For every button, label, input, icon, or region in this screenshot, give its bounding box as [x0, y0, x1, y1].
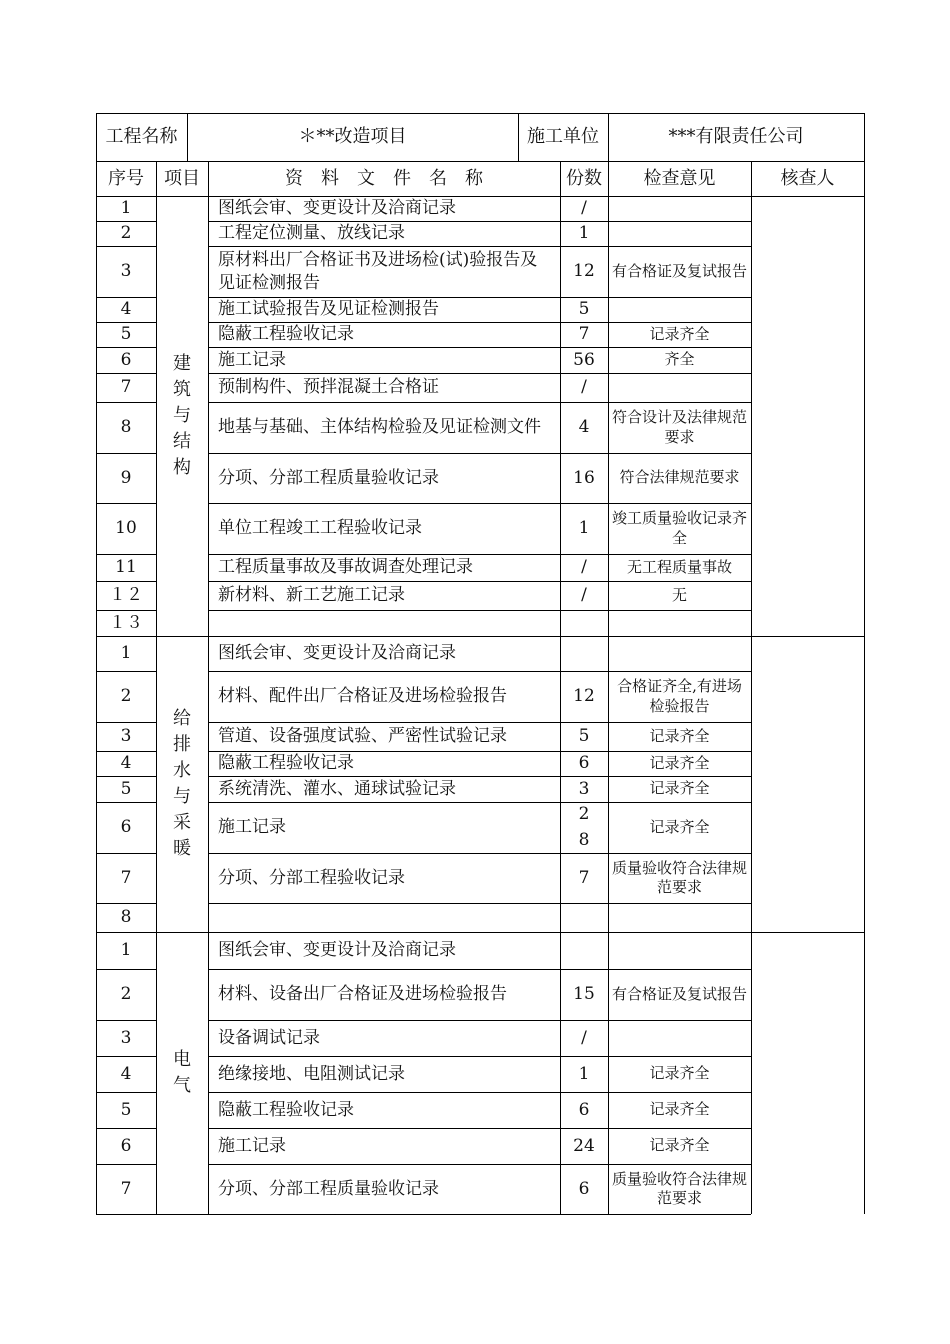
header-copies: 份数 [566, 167, 602, 189]
row-opinion: 有合格证及复试报告 [612, 261, 748, 280]
table-rule [560, 161, 561, 1214]
row-opinion: 符合法律规范要求 [619, 468, 740, 487]
row-document-name: 单位工程竣工工程验收记录 [218, 518, 422, 539]
section-category: 电 气 [173, 1048, 191, 1096]
row-document-name: 施工记录 [218, 349, 286, 370]
section-category: 建 筑 与 结 构 [173, 352, 191, 479]
construction-unit-label: 施工单位 [527, 126, 599, 148]
row-document-name: 施工记录 [218, 1135, 286, 1156]
row-copies: 3 [578, 778, 590, 799]
section-category: 给 排 水 与 采 暖 [173, 707, 191, 860]
row-copies: / [581, 198, 587, 219]
table-rule [208, 246, 751, 247]
table-rule [208, 322, 751, 323]
table-rule [96, 113, 97, 1214]
row-document-name: 隐蔽工程验收记录 [218, 1099, 354, 1120]
table-rule [96, 776, 156, 777]
header-seq: 序号 [108, 167, 144, 189]
row-seq: 4 [120, 753, 132, 774]
table-rule [208, 969, 751, 970]
row-copies: 12 [573, 261, 595, 282]
row-copies: / [581, 377, 587, 398]
table-rule [518, 113, 519, 161]
table-rule [208, 221, 751, 222]
row-seq: 9 [120, 467, 132, 488]
row-document-name: 绝缘接地、电阻测试记录 [218, 1063, 405, 1084]
row-opinion: 无工程质量事故 [626, 557, 732, 576]
header-document-name: 资 料 文 件 名 称 [285, 167, 483, 189]
row-document-name: 工程定位测量、放线记录 [218, 223, 405, 244]
table-rule [96, 671, 156, 672]
table-rule [96, 903, 156, 904]
row-copies [560, 932, 608, 969]
row-document-name: 分项、分部工程质量验收记录 [218, 467, 439, 488]
table-rule [96, 246, 156, 247]
table-rule [751, 161, 752, 1214]
table-rule [208, 161, 209, 1214]
row-opinion [608, 636, 751, 671]
row-opinion: 记录齐全 [649, 726, 710, 745]
table-rule [96, 610, 156, 611]
table-rule [96, 347, 156, 348]
table-rule [96, 1056, 156, 1057]
row-copies: 16 [573, 467, 595, 488]
row-opinion: 记录齐全 [649, 817, 710, 836]
table-rule [96, 1164, 156, 1165]
row-copies: 1 [578, 518, 590, 539]
table-rule [96, 322, 156, 323]
table-rule [208, 1056, 751, 1057]
row-opinion: 有合格证及复试报告 [612, 984, 748, 1003]
table-rule [96, 636, 864, 637]
row-copies: 2 8 [578, 804, 590, 850]
row-opinion: 合格证齐全,有进场检验报告 [617, 677, 742, 715]
row-opinion: 质量验收符合法律规范要求 [612, 858, 748, 896]
row-opinion [608, 221, 751, 246]
table-rule [208, 373, 751, 374]
row-opinion [608, 610, 751, 636]
row-document-name: 施工试验报告及见证检测报告 [218, 299, 439, 320]
row-copies: 6 [578, 1178, 590, 1199]
project-name-value: ＊**改造项目 [298, 126, 407, 148]
table-rule [96, 297, 156, 298]
row-seq: 1 [120, 643, 132, 664]
table-rule [96, 453, 156, 454]
table-rule [208, 853, 751, 854]
row-seq: 3 [120, 726, 132, 747]
table-rule [208, 1020, 751, 1021]
row-seq: 7 [120, 377, 132, 398]
header-opinion: 检查意见 [643, 167, 716, 189]
table-rule [96, 722, 156, 723]
row-opinion: 记录齐全 [649, 324, 710, 343]
row-checker [751, 932, 864, 1214]
row-copies [560, 636, 608, 671]
table-rule [208, 1128, 751, 1129]
table-rule [96, 802, 156, 803]
row-seq: 1 [120, 940, 132, 961]
row-seq: 5 [120, 778, 132, 799]
row-document-name: 地基与基础、主体结构检验及见证检测文件 [218, 417, 541, 438]
row-seq: 11 [115, 557, 137, 578]
row-document-name: 原材料出厂合格证书及进场检(试)验报告及见证检测报告 [218, 250, 538, 293]
table-rule [208, 1092, 751, 1093]
row-checker [751, 636, 864, 932]
table-rule [96, 853, 156, 854]
table-rule [96, 1128, 156, 1129]
table-rule [156, 161, 157, 1214]
row-opinion: 符合设计及法律规范要求 [612, 408, 748, 446]
table-rule [96, 503, 156, 504]
row-opinion: 齐全 [664, 350, 695, 369]
row-seq: 3 [120, 261, 132, 282]
row-document-name: 分项、分部工程验收记录 [218, 867, 405, 888]
row-document-name: 新材料、新工艺施工记录 [218, 585, 405, 606]
table-rule [208, 503, 751, 504]
table-rule [96, 373, 156, 374]
table-rule [208, 1164, 751, 1165]
table-rule [96, 402, 156, 403]
row-copies: 15 [573, 984, 595, 1005]
table-rule [208, 671, 751, 672]
row-opinion: 记录齐全 [649, 779, 710, 798]
row-opinion: 质量验收符合法律规范要求 [612, 1169, 748, 1207]
row-copies: / [581, 1027, 587, 1048]
table-rule [96, 161, 864, 162]
table-rule [96, 581, 156, 582]
row-document-name: 隐蔽工程验收记录 [218, 324, 354, 345]
row-copies: 6 [578, 1099, 590, 1120]
row-copies: 7 [578, 867, 590, 888]
table-rule [96, 751, 156, 752]
table-rule [208, 903, 751, 904]
row-seq: 6 [120, 1135, 132, 1156]
row-opinion: 无 [671, 585, 687, 604]
row-seq: 7 [120, 867, 132, 888]
table-rule [96, 1214, 751, 1215]
table-rule [96, 932, 864, 933]
row-seq: 10 [115, 518, 137, 539]
row-copies: 4 [578, 417, 590, 438]
row-opinion: 记录齐全 [649, 1136, 710, 1155]
row-copies: 24 [573, 1135, 595, 1156]
row-seq: 4 [120, 1063, 132, 1084]
table-rule [187, 113, 188, 161]
row-opinion [608, 903, 751, 932]
row-seq: 4 [120, 299, 132, 320]
row-document-name: 分项、分部工程质量验收记录 [218, 1178, 439, 1199]
table-rule [208, 610, 751, 611]
row-seq: １３ [109, 612, 143, 633]
header-item: 项目 [164, 167, 200, 189]
row-copies: 5 [578, 726, 590, 747]
row-seq: １２ [109, 585, 143, 606]
table-rule [208, 453, 751, 454]
table-rule [608, 161, 609, 1214]
row-opinion [608, 196, 751, 221]
row-opinion [608, 932, 751, 969]
row-document-name [208, 903, 560, 932]
table-rule [208, 751, 751, 752]
row-opinion [608, 297, 751, 322]
row-seq: 1 [120, 198, 132, 219]
table-rule [96, 196, 864, 197]
row-opinion: 竣工质量验收记录齐全 [612, 509, 748, 547]
row-seq: 6 [120, 817, 132, 838]
table-rule [608, 113, 609, 161]
row-document-name [208, 610, 560, 636]
table-rule [208, 776, 751, 777]
table-rule [208, 347, 751, 348]
row-document-name: 图纸会审、变更设计及洽商记录 [218, 643, 456, 664]
row-opinion: 记录齐全 [649, 753, 710, 772]
row-document-name: 材料、配件出厂合格证及进场检验报告 [218, 686, 507, 707]
table-rule [208, 402, 751, 403]
row-copies: 7 [578, 324, 590, 345]
header-checker: 核查人 [780, 167, 835, 189]
row-copies: 1 [578, 223, 590, 244]
row-checker [751, 196, 864, 636]
table-rule [208, 554, 751, 555]
table-rule [208, 722, 751, 723]
table-rule [96, 113, 864, 114]
row-opinion [608, 1020, 751, 1056]
row-copies: / [581, 585, 587, 606]
row-document-name: 材料、设备出厂合格证及进场检验报告 [218, 984, 507, 1005]
row-document-name: 工程质量事故及事故调查处理记录 [218, 557, 473, 578]
table-rule [208, 581, 751, 582]
row-seq: 6 [120, 349, 132, 370]
construction-unit-value: ***有限责任公司 [668, 126, 804, 148]
row-seq: 7 [120, 1178, 132, 1199]
row-seq: 5 [120, 1099, 132, 1120]
table-rule [864, 113, 865, 1214]
row-opinion: 记录齐全 [649, 1064, 710, 1083]
row-copies [560, 610, 608, 636]
row-copies: 12 [573, 686, 595, 707]
row-seq: 2 [120, 223, 132, 244]
row-copies: / [581, 557, 587, 578]
row-copies: 56 [573, 349, 595, 370]
row-copies: 6 [578, 753, 590, 774]
row-opinion [608, 373, 751, 402]
table-rule [96, 221, 156, 222]
row-document-name: 施工记录 [218, 817, 286, 838]
table-rule [96, 969, 156, 970]
row-seq: 8 [120, 417, 132, 438]
row-document-name: 隐蔽工程验收记录 [218, 753, 354, 774]
table-rule [208, 802, 751, 803]
row-document-name: 图纸会审、变更设计及洽商记录 [218, 940, 456, 961]
row-seq: 5 [120, 324, 132, 345]
row-copies [560, 903, 608, 932]
row-document-name: 图纸会审、变更设计及洽商记录 [218, 198, 456, 219]
table-rule [96, 1020, 156, 1021]
project-name-label: 工程名称 [105, 126, 178, 148]
row-document-name: 预制构件、预拌混凝土合格证 [218, 377, 439, 398]
row-seq: 8 [120, 907, 132, 928]
row-document-name: 设备调试记录 [218, 1027, 320, 1048]
row-seq: 3 [120, 1027, 132, 1048]
row-seq: 2 [120, 984, 132, 1005]
row-copies: 5 [578, 299, 590, 320]
row-copies: 1 [578, 1063, 590, 1084]
table-rule [208, 297, 751, 298]
row-document-name: 管道、设备强度试验、严密性试验记录 [218, 726, 507, 747]
row-opinion: 记录齐全 [649, 1100, 710, 1119]
row-seq: 2 [120, 686, 132, 707]
table-rule [96, 554, 156, 555]
row-document-name: 系统清洗、灌水、通球试验记录 [218, 778, 456, 799]
table-rule [96, 1092, 156, 1093]
